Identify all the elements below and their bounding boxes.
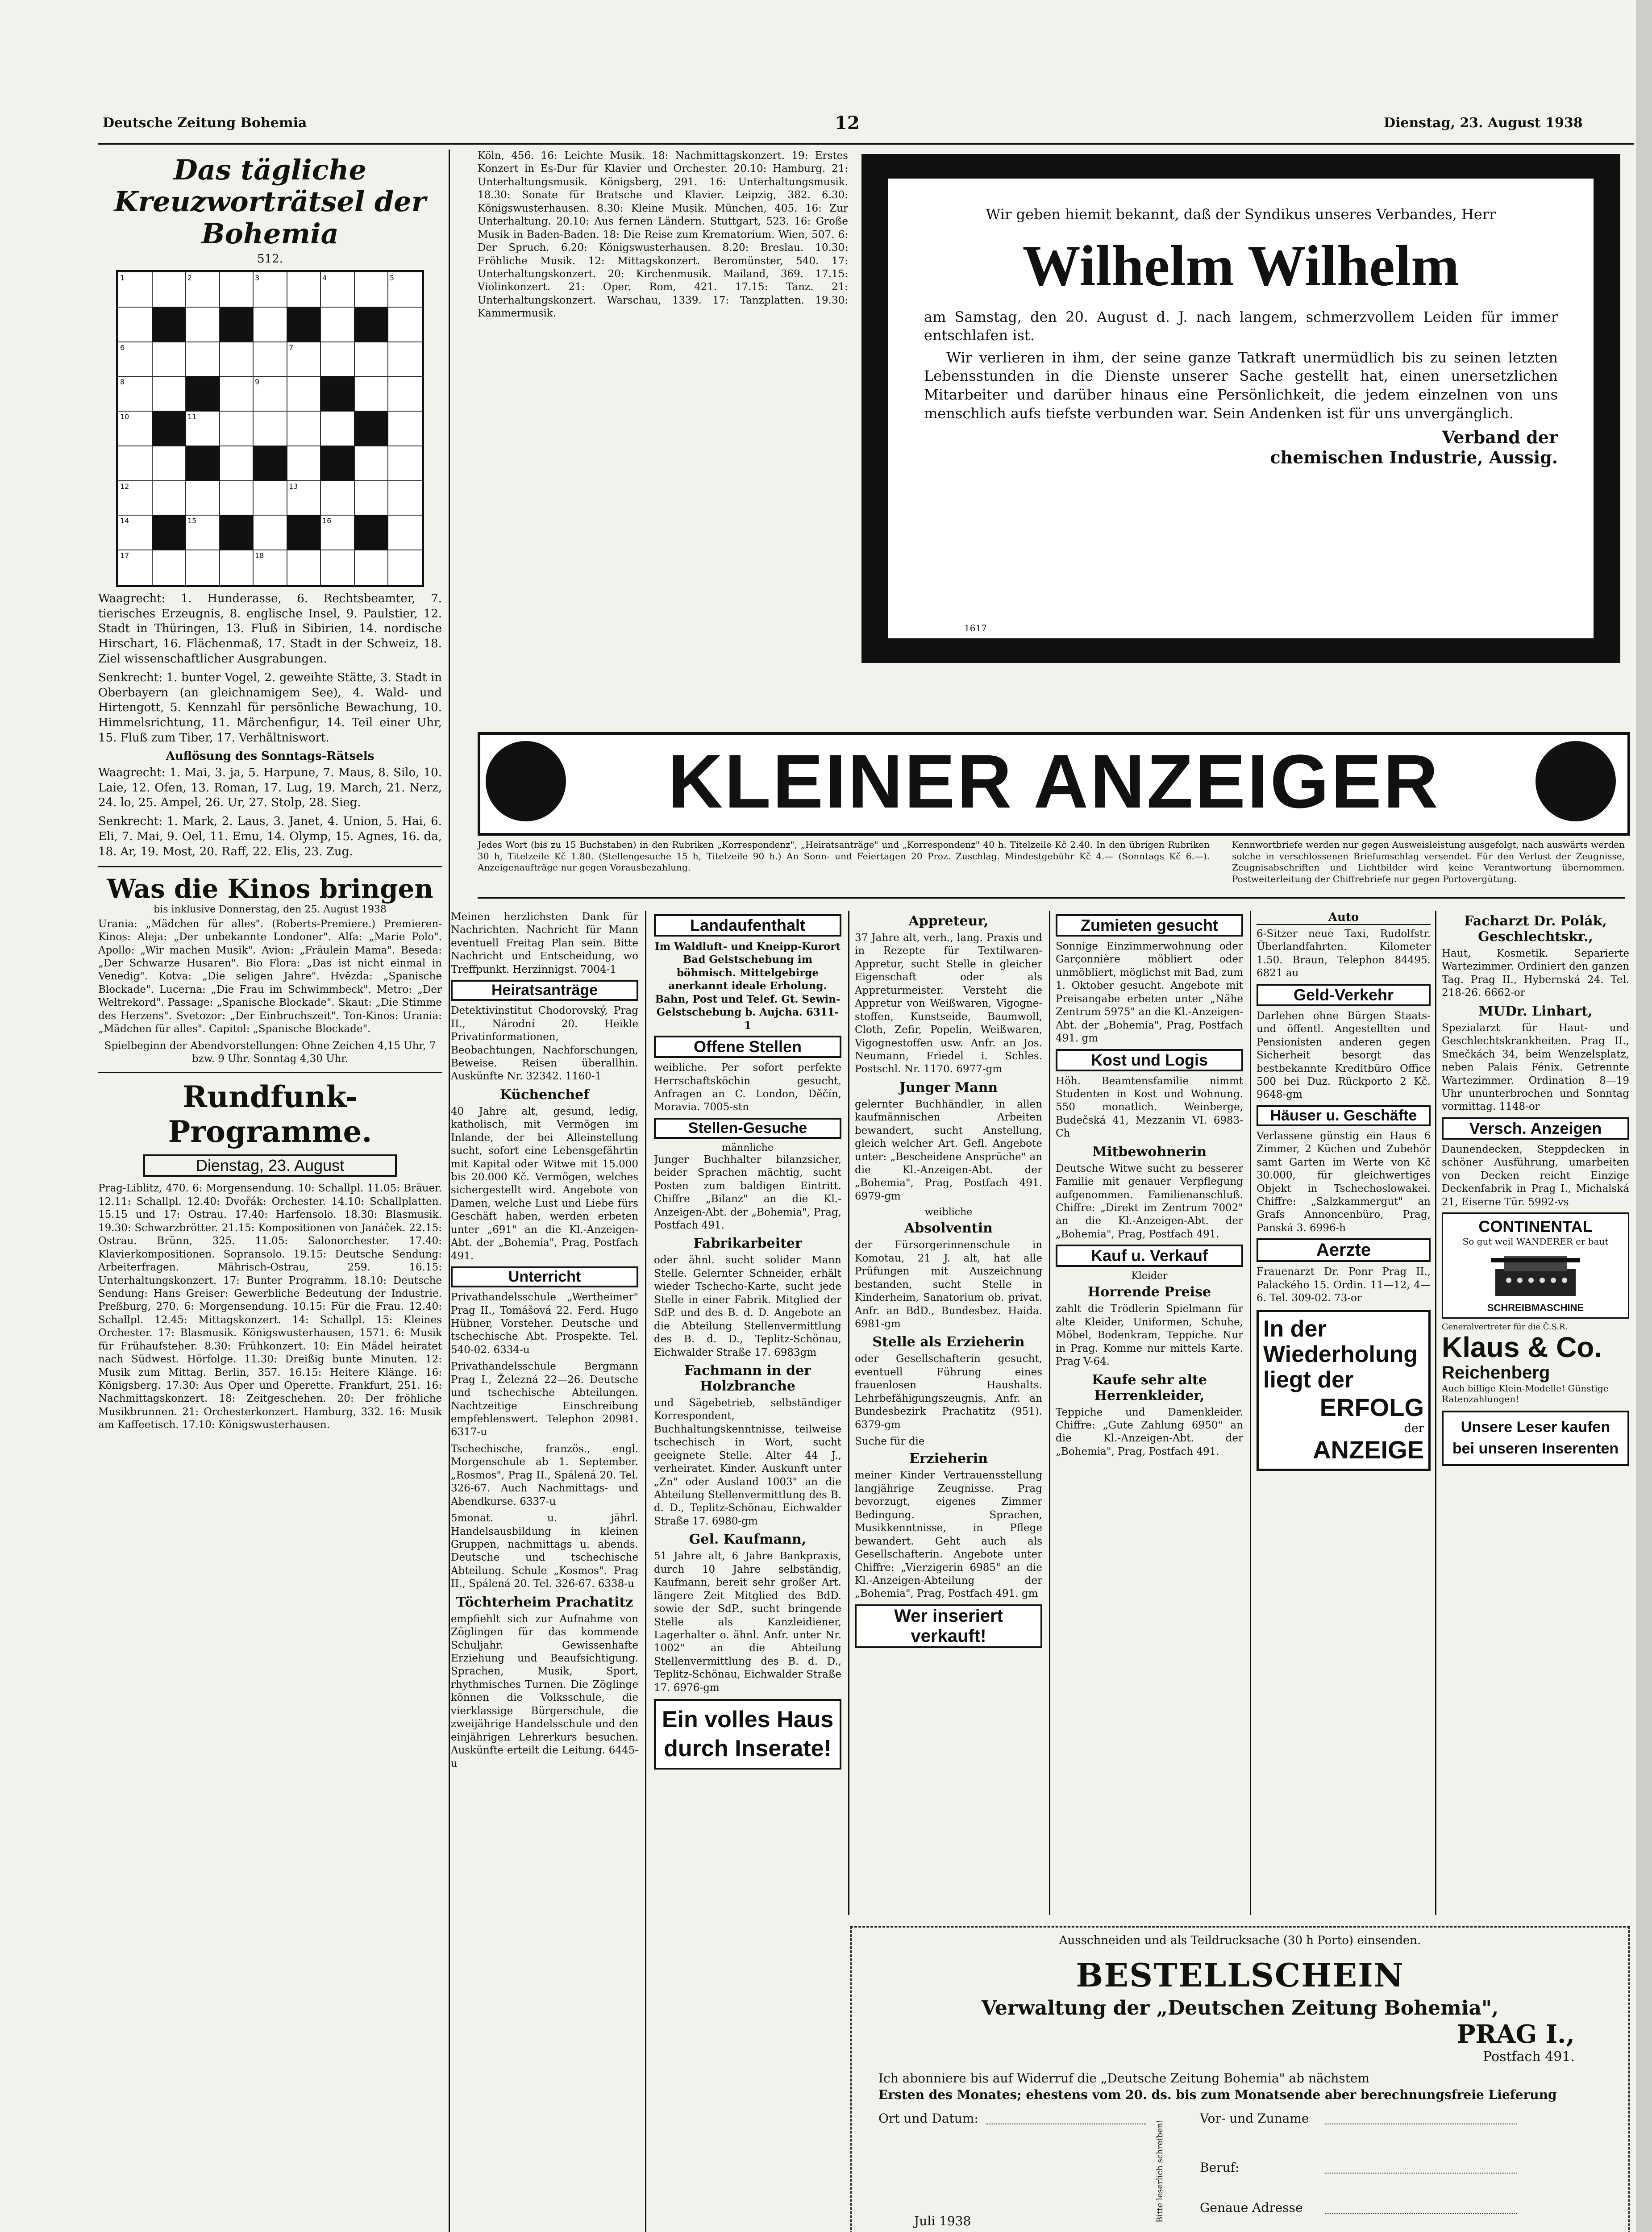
col1-top: Meinen herzlichsten Dank für Nachrichten. Nachricht für Mann eventuell Freitag Plan sein. Bitte Nachricht und Entscheidung, wo Treffpunkt. Herzinnigst. 7004-1 <box>451 911 638 975</box>
page-edge <box>1636 0 1652 2232</box>
toechterheim-title: Töchterheim Prachatitz <box>456 1594 633 1610</box>
column-rule <box>848 911 849 1915</box>
erzieherin-title: Stelle als Erzieherin <box>872 1334 1025 1350</box>
beruf-field[interactable] <box>1325 2160 1517 2174</box>
heirat2: 40 Jahre alt, gesund, ledig, katholisch, mit Vermögen im Inlande, der bei Alleinstellung sucht, sofort eine Lebensgefährtin mit Kapital oder Witwe mit 15.000 bis 20.000 Kč. Vermögen, welches sichergestellt wird. Angebote von Damen, welche Lust und Liebe fürs Geschäft haben, werden erbeten unter „691" an die Kl.-Anzeigen-Abt. der „Bohemia", Prag, Postfach 491. <box>451 1105 638 1262</box>
der-text: der <box>1404 1422 1424 1436</box>
death-name: Wilhelm Wilhelm <box>1022 233 1460 298</box>
ad-column-6 <box>1442 911 1629 1915</box>
offene1: weibliche. Per sofort perfekte Herrschaftsköchin gesucht. Anfragen an C. London, Děčín, Moravia. 7005-stn <box>654 1062 841 1113</box>
svg-text:2: 2 <box>187 273 192 282</box>
crossword-title: Das tägliche Kreuzworträtsel der Bohemia <box>114 154 426 250</box>
banner-title: KLEINER ANZEIGER <box>668 739 1440 824</box>
svg-text:15: 15 <box>187 516 197 525</box>
kleiner-anzeiger-banner <box>478 732 1630 836</box>
rundfunk-day: Dienstag, 23. August <box>143 1154 397 1177</box>
death-text1: am Samstag, den 20. August d. J. nach langem, schmerzvollem Leiden für immer entschlafen ist. <box>924 308 1558 344</box>
svg-text:8: 8 <box>120 377 125 386</box>
crossword-waagrecht: Waagrecht: 1. Hunderasse, 6. Rechtsbeamter, 7. tierisches Erzeugnis, 8. englische Insel, 9. Paulstier, 12. Stadt in Thüringen, 13. Fluß in Sibirien, 14. nordische Hirschart, 16. Flächenmaß, 17. Stadt in der Schweiz, 18. Ziel wissenschaftlicher Ausgrabungen. <box>98 591 442 666</box>
kost-header: Kost und Logis <box>1056 1049 1243 1071</box>
landaufenthalt-header: Landaufenthalt <box>654 914 841 937</box>
bestell-top: Ausschneiden und als Teildrucksache (30 h Porto) einsenden. <box>1059 1934 1421 1947</box>
wiederholung-box <box>1257 1310 1431 1471</box>
crossword-senkrecht: Senkrecht: 1. bunter Vogel, 2. geweihte Stätte, 3. Stadt in Oberbayern (an gleichnamigem See), 4. Wald- und Hirtengott, 5. Kennzahl für persönliche Bewachung, 10. Himmelsrichtung, 11. Märchenfigur, 14. Teil einer Uhr, 15. Fluß zum Tiber, 17. Verhältniswort. <box>98 670 442 745</box>
kinos-text: Urania: „Mädchen für alles". (Roberts-Premiere.) Premieren-Kinos: Aleja: „Der unbekannte Londoner". Alfa: „Marie Polo". Apollo: „Wir machen Musik". Avion: „Fräulein Mama". Beseda: „Der Schwarze Husaren". Bio Flora: „Das ist nicht einmal in Venedig". Kotva: „Die seligen Jahre". Hvězda: „Spanische Blockade". Lucerna: „Die Frau im Schwimmbeck". Metro: „Der Weltrekord". Passage: „Spanische Blockade". Skaut: „Die Stimme des Herzens". Svetozor: „Der Einbruchszeit". Ton-Kinos: Urania: „Mädchen für alles". Capitol: „Spanische Blockade". <box>98 918 442 1035</box>
heirat1: Detektivinstitut Chodorovský, Prag II., Národní 20. Heikle Privatinformationen, Beobachtungen, Nachforschungen, Beweise. Reisen überallhin. Auskünfte Nr. 32342. 1160-1 <box>451 1005 638 1083</box>
hoechste-title: Horrende Preise <box>1087 1284 1211 1300</box>
fach-title: Facharzt Dr. Polák, Geschlechtskr., <box>1464 913 1607 945</box>
header-right: Dienstag, 23. August 1938 <box>1384 115 1583 131</box>
kinos-title: Was die Kinos bringen <box>107 873 433 904</box>
unterricht1: Privathandelsschule „Wertheimer" Prag II., Tomášová 22. Ferd. Hugo Hübner, Vorsteher. Deutsche und tschechische Abt. Prospekte. Tel. 540-02. 6334-u <box>451 1291 638 1356</box>
leser-box: Unsere Leser kaufen bei unseren Inserenten <box>1442 1411 1629 1466</box>
column-rule <box>1049 911 1050 1915</box>
svg-text:12: 12 <box>120 482 129 491</box>
svg-text:4: 4 <box>322 273 327 282</box>
hoechste: zahlt die Trödlerin Spielmann für alte Kleider, Uniformen, Schuhe, Möbel, Bodenkram, Teppiche. Nur in Prag. Komme nur mittels Karte. Prag V-64. <box>1056 1303 1243 1368</box>
left-column <box>98 150 442 2232</box>
continental-ad <box>1442 1212 1629 1319</box>
svg-text:16: 16 <box>322 516 332 525</box>
rundfunk-text: Prag-Liblitz, 470. 6: Morgensendung. 10: Schallpl. 11.05: Bräuer. 12.11: Schallpl. 12.40: Dvořák: Orchester. 14.10: Schallplatten. 15.15 und 17: Ostrau. 17.40: Harfensolo. 18.30: Blasmusik. 19.30: Schwarzbrötter. 21.15: Kompositionen von Janáček. 22.15: Ostrau. Brünn, 325. 11.05: Salonorchester. 17.40: Klavierkompositionen. Sopransolo. 19.15: Deutsche Sendung: Arbeiterfragen. Mährisch-Ostrau, 259. 16.15: Unterhaltungskonzert. 17: Bunter Programm. 18.10: Deutsche Sendung: Hans Greiser: Gewerbliche Bedeutung der Industrie. Preßburg, 270. 6: Morgensendung. 10.15: Für die Frau. 12.40: Schallpl. 12.45: Mittagskonzert. 14: Schallpl. 15: Kleines Orchester. 17: Blasmusik. Königswusterhausen, 1571. 6: Musik für Frühaufsteher. 8.30: Frühkonzert. 10: Ein Mädel heiratet nach Südwest. Hörfolge. 11.30: Dreißig bunte Minuten. 12: Musik zum Mittag. Berlin, 357. 16.15: Heitere Klänge. 16: Königsberg. 17.30: Aus Oper und Operette. Frankfurt, 251. 16: Nachmittagskonzert. 18: Zeitgeschehen. 20: Der fröhliche Musikbrunnen. 21: Orchesterkonzert. Hamburg, 332. 16: Musik am Kaffeetisch. 17.10: Königswusterhausen. <box>98 1183 442 1431</box>
column-rule <box>449 150 450 2232</box>
crossword-number: 512. <box>257 252 283 266</box>
erzieherin: oder Gesellschafterin gesucht, eventuell Führung eines frauenlosen Haushalts. Lehrbefähigungszeugnis. Anfr. an Bundesbezirk Prachatitz (951). 6379-gm <box>855 1353 1042 1431</box>
kleider-label: Kleider <box>1131 1270 1168 1282</box>
maennlich-label: männliche <box>722 1142 774 1153</box>
stellen1: Junger Buchhalter bilanzsicher, beider Sprachen mächtig, sucht Posten zum baldigen Eintritt. Chiffre „Bilanz" an die Kl.-Anzeigen-Abt. der „Bohemia", Prag, Postfach 491. <box>654 1153 841 1231</box>
auto: 6-Sitzer neue Taxi, Rudolfstr. Überlandfahrten. Kilometer 1.50. Braun, Telephon 84495. 6821 au <box>1257 928 1431 979</box>
bestell-title: BESTELLSCHEIN <box>1076 1956 1404 1994</box>
verschieden-header: Versch. Anzeigen <box>1442 1117 1629 1140</box>
fachmann-title: Fachmann in der Holzbranche <box>684 1362 811 1394</box>
bestell-adresse-label: Genaue Adresse <box>1200 2200 1303 2215</box>
ad-column-1 <box>451 911 638 2232</box>
aerzte: Frauenarzt Dr. Ponr Prag II., Palackého 15. Ordin. 11—12, 4—6. Tel. 309-02. 73-or <box>1257 1266 1431 1304</box>
inserat-box: Ein volles Haus durch Inserate! <box>654 1699 841 1770</box>
erzieherin2-title: Erzieherin <box>909 1451 988 1467</box>
death-signature2: chemischen Industrie, Aussig. <box>1270 447 1558 468</box>
junger-mann: gelernter Buchhändler, in allen kaufmännischen Arbeiten bewandert, sucht Anstellung, gleich welcher Art. Gefl. Angebote unter: „Bescheidene Ansprüche" an die Kl.-Anzeigen-Abt. der „Bohemia", Prag, Postfach 491. 6979-gm <box>855 1098 1042 1202</box>
bestell-name-label: Vor- und Zuname <box>1200 2111 1309 2126</box>
column-rule <box>645 911 646 2232</box>
svg-text:3: 3 <box>255 273 260 282</box>
klaus-top: Generalvertreter für die Č.S.R. <box>1442 1322 1568 1332</box>
klaus-title: Klaus & Co. <box>1442 1331 1602 1363</box>
crossword-solution-s: Senkrecht: 1. Mark, 2. Laus, 3. Janet, 4. Union, 5. Hai, 6. Eli, 7. Mai, 9. Oel, 11. Emu, 14. Olymp, 15. Agnes, 16. da, 18. Ar, 19. Most, 20. Raff, 22. Elis, 23. Zug. <box>98 815 442 858</box>
unterricht4: 5monat. u. jährl. Handelsausbildung in kleinen Gruppen, nachmittags u. abends. Deutsche und tschechische Abteilung. Schule „Kosmos". Prag II., Spálená 20. Tel. 326-67. 6338-u <box>451 1512 638 1590</box>
ad-column-2 <box>654 911 841 2232</box>
offene-stellen-header: Offene Stellen <box>654 1036 841 1058</box>
stellen-gesuche-header: Stellen-Gesuche <box>654 1118 841 1139</box>
haeuser-header: Häuser u. Geschäfte <box>1257 1105 1431 1126</box>
bestell-text1: Ich abonniere bis auf Widerruf die „Deutsche Zeitung Bohemia" ab nächstem <box>878 2071 1370 2086</box>
linhart: Spezialarzt für Haut- und Geschlechtskrankheiten. Prag II., Smečkách 34, beim Wenzelsplatz, neben Palais Fénix. Getrennte Wartezimmer. Ordination 8—19 Uhr ununterbrochen und Sonntag vormittag. 1148-or <box>1442 1022 1629 1113</box>
erfolg-text: ERFOLG <box>1319 1393 1424 1422</box>
svg-text:18: 18 <box>255 551 264 560</box>
divider <box>98 1072 442 1073</box>
klaus-sub: Auch billige Klein-Modelle! Günstige Ratenzahlungen! <box>1442 1383 1609 1405</box>
bestell-beruf-label: Beruf: <box>1200 2160 1240 2175</box>
kaufmann-title: Gel. Kaufmann, <box>689 1532 807 1548</box>
landaufenthalt: Im Waldluft- und Kneipp-Kurort Bad Gelstschebung im böhmisch. Mittelgebirge anerkannt ideale Erholung. Bahn, Post und Telef. Gt. Sewin-Gelstschebung b. Aujcha. 6311-1 <box>655 941 841 1032</box>
bestell-postfach: Postfach 491. <box>1483 2049 1575 2065</box>
weibliche-label: weibliche <box>924 1207 973 1218</box>
svg-text:11: 11 <box>187 412 197 421</box>
kaufe: Teppiche und Damenkleider. Chiffre: „Gute Zahlung 6950" an die Kl.-Anzeigen-Abt. der „Bohemia", Prag, Postfach 491. <box>1056 1406 1243 1457</box>
geld-header: Geld-Verkehr <box>1257 984 1431 1006</box>
page-number: 12 <box>835 112 860 133</box>
header-rule <box>98 143 1634 145</box>
ad-column-4 <box>1056 911 1243 1915</box>
bestellschein <box>850 1926 1630 2232</box>
auto-label: Auto <box>1257 911 1431 925</box>
ort-field[interactable] <box>986 2111 1146 2124</box>
bestell-text2: Ersten des Monates; ehestens vom 20. ds. bis zum Monatsende aber berechnungsfreie Lieferung <box>878 2087 1557 2102</box>
bestell-prag: PRAG I., <box>1456 2020 1575 2049</box>
unterricht-header: Unterricht <box>451 1266 638 1287</box>
svg-text:14: 14 <box>120 516 129 525</box>
crossword-solution-title: Auflösung des Sonntags-Rätsels <box>166 749 375 763</box>
appreteur-title: Appreteur, <box>908 913 989 929</box>
absolventin: der Fürsorgerinnenschule in Komotau, 21 J. alt, hat alle Prüfungen mit Auszeichnung bestanden, sucht Stelle in Kinderheim, Sanatorium ob. privat. Anfr. an BdD., Bundesbez. Haida. 6981-gm <box>855 1239 1042 1330</box>
mitbewohnerin: Deutsche Witwe sucht zu besserer Familie mit genauer Verpflegung aufgenommen. Familienanschluß. Chiffre: „Direkt im Zentrum 7002" an die Kl.-Anzeigen-Abt. der „Bohemia", Prag, Postfach 491. <box>1056 1162 1243 1240</box>
typewriter-icon <box>1486 1247 1585 1300</box>
absolventin-title: Absolventin <box>904 1220 993 1237</box>
crossword-solution-w: Waagrecht: 1. Mai, 3. ja, 5. Harpune, 7. Maus, 8. Silo, 10. Laie, 12. Ofen, 13. Roman, 17. Lug, 19. March, 21. Nerz, 24. lo, 25. Ampel, 26. Ur, 27. Stolp, 28. Sieg. <box>98 766 442 810</box>
svg-text:1: 1 <box>120 273 125 282</box>
ad-column-5 <box>1257 911 1431 1915</box>
header-left: Deutsche Zeitung Bohemia <box>103 115 307 131</box>
column-rule <box>1435 911 1436 1915</box>
klaus-city: Reichenberg <box>1442 1363 1550 1383</box>
svg-text:17: 17 <box>120 551 129 560</box>
suche-label: Suche für die <box>855 1436 925 1447</box>
mitbewohnerin-title: Mitbewohnerin <box>1092 1144 1207 1160</box>
geld: Darlehen ohne Bürgen Staats- und öffentl. Angestellten und Pensionisten anderen gegen Sicherheit besorgt das bestbekannte Kreditbüro Office 500 bei Duz. Rückporto 2 Kč. 9648-gm <box>1257 1010 1431 1101</box>
kuechenchef-title: Küchenchef <box>499 1087 590 1103</box>
terms-left: Jedes Wort (bis zu 15 Buchstaben) in den Rubriken „Korrespondenz", „Heiratsanträge" und „Korrespondenz" 40 h. Titelzeile Kč 2.40. In den übrigen Rubriken 30 h, Titelzeile Kč 1.80. (Stellengesuche 15 h, Titelzeile 90 h.) An Sonn- und Feiertagen 20 Proz. Zuschlag. Mindestgebühr Kč 4.— (Sonntags Kč 6.—). Anzeigenaufträge nur gegen Vorausbezahlung. <box>478 839 1210 873</box>
banner-left-circle <box>486 741 566 821</box>
svg-text:5: 5 <box>390 273 395 282</box>
adresse-field[interactable] <box>1325 2200 1517 2214</box>
kinos-footer: Spielbeginn der Abendvorstellungen: Ohne Zeichen 4,15 Uhr, 7 bzw. 9 Uhr. Sonntag 4,30 Uhr. <box>104 1040 436 1065</box>
death-code: 1617 <box>964 623 987 633</box>
crossword-grid <box>116 270 424 587</box>
appreteur: 37 Jahre alt, verh., lang. Praxis und in Rezepte für Textilwaren-Appretur, sucht Stelle in gleicher Eigenschaft oder als Appreturmeister. Versteht die Appretur von Weißwaren, Vigogne-stoffen, Kunstseide, Baumwoll, Cloth, Zefir, Popelin, Weißwaren, Vigognestoffen usw. Anfr. an Jos. Neumann, Friedel i. Schles. Postschl. Nr. 1170. 6977-gm <box>855 932 1042 1075</box>
schreib-text: SCHREIBMASCHINE <box>1487 1302 1584 1313</box>
svg-text:6: 6 <box>120 343 125 352</box>
junger-mann-title: Junger Mann <box>899 1079 998 1095</box>
ad-column-3 <box>855 911 1042 1915</box>
kauf-header: Kauf u. Verkauf <box>1056 1245 1243 1267</box>
kinos-subtitle: bis inklusive Donnerstag, den 25. August 1938 <box>154 904 387 915</box>
anzeige-text: ANZEIGE <box>1313 1436 1424 1464</box>
bestell-ort-label: Ort und Datum: <box>878 2111 978 2126</box>
radio-top <box>478 150 848 676</box>
bestell-side: Bitte leserlich schreiben! <box>1155 2120 1165 2223</box>
toechterheim: empfiehlt sich zur Aufnahme von Zöglingen für das kommende Schuljahr. Gewissenhafte Erziehung und Beaufsichtigung. Sprachen, Musik, Sport, rhythmisches Turnen. Die Zöglinge können die Volksschule, die vierklassige Bürgerschule, die zweijährige Handelsschule und den einjährigen Lehrerkurs besuchen. Auskünfte erteilt die Leitung. 6445-u <box>451 1613 638 1770</box>
kaufmann: 51 Jahre alt, 6 Jahre Bankpraxis, durch 10 Jahre selbständig, Kaufmann, bereit sehr großer Art. längere Zeit Mitglied des BdD. sowie der SdP., sucht bringende Stelle als Kanzleidiener, Lagerhalter o. ähnl. Anfr. unter Nr. 1002" an die Abteilung Stellenvermittlung des B. d. D., Teplitz-Schönau, Eichwalder Straße 17. 6976-gm <box>654 1550 841 1694</box>
fabrikarbeiter-title: Fabrikarbeiter <box>693 1236 802 1252</box>
svg-text:9: 9 <box>255 377 260 386</box>
svg-text:13: 13 <box>289 482 298 491</box>
death-intro: Wir geben hiemit bekannt, daß der Syndikus unseres Verbandes, Herr <box>986 206 1496 223</box>
kaufe-title: Kaufe sehr alte Herrenkleider, <box>1092 1372 1207 1403</box>
fachmann: und Sägebetrieb, selbständiger Korrespondent, Buchhaltungskenntnisse, teilweise tschechisch in Wort, sucht geeignete Stelle. Alter 44 J., verheiratet. Kinder. Auskunft unter „Zn" oder Ausland 1003" an die Abteilung Stellenvermittlung des B. d. D., Teplitz-Schönau, Eichwalder Straße 17. 6980-gm <box>654 1397 841 1527</box>
zumieten-header: Zumieten gesucht <box>1056 914 1243 937</box>
bestell-date: Juli 1938 <box>914 2214 971 2228</box>
radio-top-text: Köln, 456. 16: Leichte Musik. 18: Nachmittagskonzert. 19: Erstes Konzert in Es-Dur für Klavier und Orchester. 20.10: Hamburg. 21: Unterhaltungsmusik. Königsberg, 291. 16: Unterhaltungsmusik. 18.30: Sonate für Bratsche und Klavier. Leipzig, 382. 6.30: Königswusterhausen. 8.30: Kleine Musik. München, 405. 16: Zur Unterhaltung. 20.10: Aus fernen Ländern. Stuttgart, 523. 16: Große Musik in Baden-Baden. 18: Die Reise zum Krematorium. Wien, 507. 6: Der Spruch. 6.20: Königswusterhausen. 8.20: Breslau. 10.30: Fröhliche Musik. 12: Mittagskonzert. Beromünster, 540. 17: Unterhaltungskonzert. 20: Kirchenmusik. Mailand, 369. 17.15: Violinkonzert. 21: Oper. Rom, 421. 17.15: Tanz. 21: Unterhaltungskonzert. Warschau, 1339. 17: Tanzplatten. 19.30: Kammermusik. <box>478 150 848 320</box>
column-rule <box>1250 911 1251 1915</box>
daunen: Daunendecken, Steppdecken in schöner Ausführung, umarbeiten von Decken reicht Einzige Deckenfabrik in Prag I., Michalská 21, Eiserne Tür. 5992-vs <box>1442 1143 1629 1208</box>
haeuser: Verlassene günstig ein Haus 6 Zimmer, 2 Küchen und Zubehör samt Garten im Werte von Kč 30.000, für gleichwertiges Objekt in Tschechoslowakei. Chiffre: „Salzkammergut" an Grafs Annoncenbüro, Prag, Panská 3. 6996-h <box>1257 1130 1431 1234</box>
aerzte-header: Aerzte <box>1257 1238 1431 1262</box>
bestell-verwaltung: Verwaltung der „Deutschen Zeitung Bohemia", <box>981 1997 1499 2020</box>
svg-text:7: 7 <box>289 343 294 352</box>
zumieten: Sonnige Einzimmerwohnung oder Garçonnière möbliert oder unmöbliert, möglichst mit Bad, zum 1. Oktober gesucht. Angebote mit Preisangabe erbeten unter „Nähe Zentrum 5975" an die Kl.-Anzeigen-Abt. der „Bohemia", Prag, Postfach 491. gm <box>1056 941 1243 1045</box>
unterricht2: Privathandelsschule Bergmann Prag I., Železná 22—26. Deutsche und tschechische Abteilungen. Nachtzeitige Einschreibung empfehlenswert. Telephon 20981. 6317-u <box>451 1361 638 1438</box>
kost: Höh. Beamtensfamilie nimmt Studenten in Kost und Wohnung. 550 monatlich. Weinberge, Budečská 41, Mezzanin VI. 6983-Ch <box>1056 1075 1243 1140</box>
rundfunk-title: Rundfunk-Programme. <box>168 1079 372 1149</box>
death-signature1: Verband der <box>1442 427 1558 448</box>
banner-right-circle <box>1535 741 1616 821</box>
wiederholung-text: In der Wiederholung liegt der <box>1263 1316 1418 1393</box>
linhart-title: MUDr. Linhart, <box>1478 1003 1593 1019</box>
svg-text:10: 10 <box>120 412 129 421</box>
erzieherin2: meiner Kinder Vertrauensstellung langjährige Zeugnisse. Prag bevorzugt, eigenes Zimmer Bedingung. Sprachen, Musikkenntnisse, in Pflege bewandert. Geht auch als Gesellschafterin. Angebote unter Chiffre: „Vierzigerin 6985" an die Kl.-Anzeigen-Abteilung der „Bohemia", Prag, Postfach 491. gm <box>855 1470 1042 1600</box>
death-text2: Wir verlieren in ihm, der seine ganze Tatkraft unermüdlich bis zu seinen letzten Lebensstunden in die Dienste unserer Sache gestellt hat, einen unersetzlichen Mitarbeiter und darüber hinaus eine Persönlichkeit, die jedem einzelnen von uns menschlich aufs tiefste verbunden war. Sein Andenken ist für uns unvergänglich. <box>924 349 1558 422</box>
name-field[interactable] <box>1325 2111 1517 2124</box>
fach: Haut, Kosmetik. Separierte Wartezimmer. Ordiniert den ganzen Tag. Prag II., Hybernská 24. Tel. 218-26. 6662-or <box>1442 948 1629 999</box>
divider <box>98 866 442 867</box>
continental-title: CONTINENTAL <box>1478 1217 1593 1236</box>
crossword-grid-lines <box>118 272 422 585</box>
fabrikarbeiter: oder ähnl. sucht solider Mann Stelle. Gelernter Schneider, erhält wieder Tschecho-Karte, sucht jede Stelle in einer Fabrik. Mitglied der SdP. und des B. d. D. Angebote an die Abteilung Stellenvermittlung des B. d. D., Teplitz-Schönau, Eichwalder Straße 17. 6983gm <box>654 1254 841 1358</box>
terms-rule <box>478 897 1625 899</box>
heirat-header: Heiratsanträge <box>451 980 638 1001</box>
unterricht3: Tschechische, französ., engl. Morgenschule ab 1. September. „Rosmos", Prag II., Spálená 20. Tel. 326-67. Auch Nachmittags- und Abendkurse. 6337-u <box>451 1443 638 1507</box>
death-notice <box>888 179 1594 638</box>
wer-inseriert: Wer inseriert verkauft! <box>855 1604 1042 1648</box>
continental-sub: So gut weil WANDERER er baut <box>1462 1236 1609 1247</box>
terms-right: Kennwortbriefe werden nur gegen Ausweisleistung ausgefolgt, nach auswärts werden solche in verschlossenen Briefumschlag versendet. Für den Verlust der Zeugnisse, Zeugnisabschriften und Lichtbilder wird keine Verantwortung übernommen. Postweiterleitung der Chiffrebriefe nur gegen Portovergütung. <box>1232 839 1625 884</box>
